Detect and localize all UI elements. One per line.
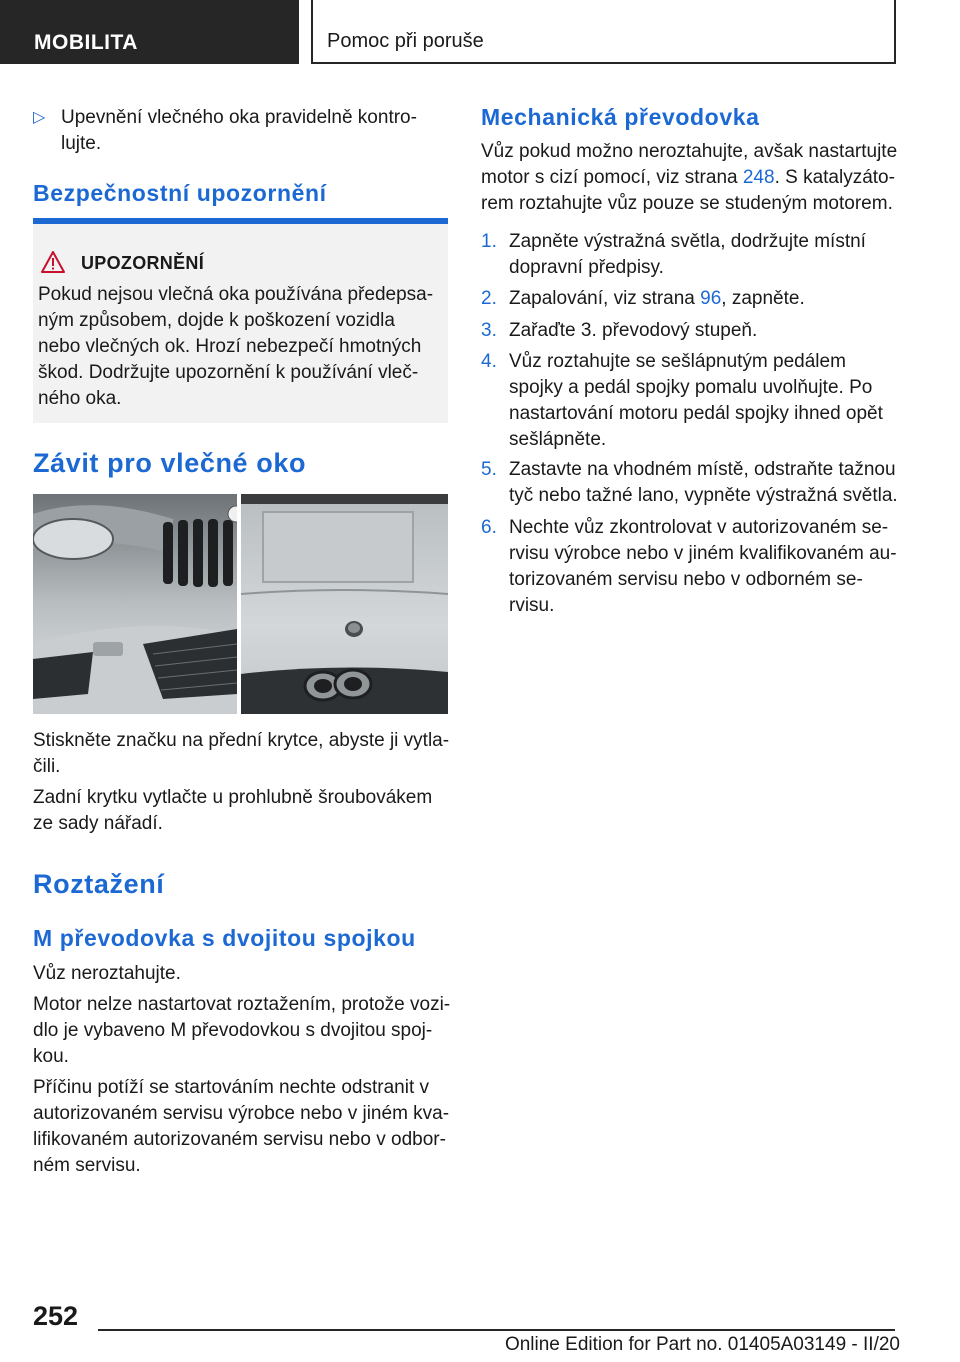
text-line: ném servisu. bbox=[33, 1155, 141, 1176]
warning-line: škod. Dodržujte upozornění k používání vleč‐ bbox=[38, 362, 419, 383]
warning-box bbox=[33, 218, 448, 423]
step-number: 4. bbox=[481, 351, 497, 372]
text-line: torizovaném servisu nebo v odborném se‐ bbox=[509, 569, 863, 590]
warning-line: ným způsobem, dojde k poškození vozidla bbox=[38, 310, 395, 331]
text-line: Zastavte na vhodném místě, odstraňte tažnou bbox=[509, 459, 896, 480]
text-line: Stiskněte značku na přední krytce, abyste ji vytla‐ bbox=[33, 730, 450, 751]
text-line: rvisu výrobce nebo v jiném kvalifikovaném au‐ bbox=[509, 543, 897, 564]
text-line: nastartování motoru pedál spojky ihned opět bbox=[509, 403, 883, 424]
warning-title: UPOZORNĚNÍ bbox=[81, 253, 205, 273]
warning-line: ného oka. bbox=[38, 388, 122, 409]
edition-note: Online Edition for Part no. 01405A03149 - II/20 bbox=[504, 1334, 900, 1355]
text-line: kou. bbox=[33, 1046, 69, 1067]
page-number: 252 bbox=[33, 1301, 79, 1331]
step-text bbox=[509, 318, 897, 344]
mdct-paragraph-2 bbox=[33, 992, 453, 1070]
text-line: čili. bbox=[33, 756, 61, 777]
text-line: Motor nelze nastartovat roztažením, protože vozi‐ bbox=[33, 994, 451, 1015]
text-line bbox=[481, 165, 901, 191]
text-fragment: motor s cizí pomocí, viz strana bbox=[481, 167, 743, 188]
chapter-tab bbox=[311, 0, 896, 64]
section-title: MOBILITA bbox=[34, 31, 138, 54]
text-line: Zařaďte 3. převodový stupeň. bbox=[509, 320, 758, 341]
front-bumper-photo bbox=[33, 494, 237, 714]
manual-heading: Mechanická převodovka bbox=[481, 104, 760, 130]
warning-triangle-icon bbox=[41, 251, 65, 273]
text-line: spojky a pedál spojky pomalu uvolňujte. Po bbox=[509, 377, 873, 398]
rear-bumper-photo bbox=[241, 494, 448, 714]
page-link-248[interactable]: 248 bbox=[742, 167, 775, 188]
text-line: tyč nebo tažné lano, vypněte výstražná světla. bbox=[509, 485, 898, 506]
tow-heading: Roztažení bbox=[33, 869, 165, 899]
manual-intro bbox=[481, 139, 901, 217]
text-line: Zadní krytku vytlačte u prohlubně šroubovákem bbox=[33, 787, 433, 808]
chapter-title: Pomoc při poruše bbox=[327, 30, 484, 52]
step-number: 1. bbox=[481, 231, 497, 252]
step-number: 6. bbox=[481, 517, 497, 538]
text-line: autorizovaném servisu výrobce nebo v jiném kva‐ bbox=[33, 1103, 450, 1124]
step-number: 2. bbox=[481, 288, 497, 309]
text-fragment: Zapalování, viz strana bbox=[509, 288, 701, 309]
text-line: Nechte vůz zkontrolovat v autorizovaném se‐ bbox=[509, 517, 889, 538]
step-number: 3. bbox=[481, 320, 497, 341]
text-fragment: . S katalyzáto‐ bbox=[774, 167, 895, 188]
text-line: Zapněte výstražná světla, dodržujte místní bbox=[509, 231, 866, 252]
step-text bbox=[509, 457, 897, 509]
text-line: ze sady nářadí. bbox=[33, 813, 163, 834]
text-line: Příčinu potíží se startováním nechte odstranit v bbox=[33, 1077, 430, 1098]
text-line: rvisu. bbox=[509, 595, 555, 616]
text-line: rem roztahujte vůz pouze se studeným motorem. bbox=[481, 193, 893, 214]
step-text bbox=[509, 515, 897, 619]
text-fragment: , zapněte. bbox=[721, 288, 805, 309]
step-text bbox=[509, 349, 897, 453]
text-line: lifikovaném autorizovaném servisu nebo v odbor‐ bbox=[33, 1129, 446, 1150]
safety-heading: Bezpečnostní upozornění bbox=[33, 180, 327, 206]
thread-heading: Závit pro vlečné oko bbox=[33, 448, 307, 478]
step-number: 5. bbox=[481, 459, 497, 480]
section-tab bbox=[0, 0, 299, 64]
thread-paragraph-1 bbox=[33, 728, 453, 780]
bullet-line-1: Upevnění vlečného oka pravidelně kontro‐ bbox=[61, 107, 417, 128]
mdct-paragraph-1: Vůz neroztahujte. bbox=[33, 963, 181, 984]
bullet-line-2: lujte. bbox=[61, 133, 102, 154]
thread-paragraph-2 bbox=[33, 785, 453, 837]
step-text bbox=[509, 286, 897, 312]
warning-text bbox=[38, 282, 438, 412]
mdct-heading: M převodovka s dvojitou spojkou bbox=[33, 925, 416, 951]
footer-rule bbox=[98, 1329, 895, 1331]
bullet-marker: ▷ bbox=[33, 109, 46, 126]
text-line: sešlápněte. bbox=[509, 429, 607, 450]
text-line: dopravní předpisy. bbox=[509, 257, 664, 278]
text-line: Vůz roztahujte se sešlápnutým pedálem bbox=[509, 351, 846, 372]
warning-line: Pokud nejsou vlečná oka používána předepsa‐ bbox=[38, 284, 434, 305]
page-link-96[interactable]: 96 bbox=[700, 288, 722, 309]
warning-line: nebo vlečných ok. Hrozí nebezpečí hmotných bbox=[38, 336, 422, 357]
text-line: dlo je vybaveno M převodovkou s dvojitou spoj‐ bbox=[33, 1020, 433, 1041]
mdct-paragraph-3 bbox=[33, 1075, 453, 1179]
step-text bbox=[509, 229, 897, 281]
text-line: Vůz pokud možno neroztahujte, avšak nastartujte bbox=[481, 141, 898, 162]
